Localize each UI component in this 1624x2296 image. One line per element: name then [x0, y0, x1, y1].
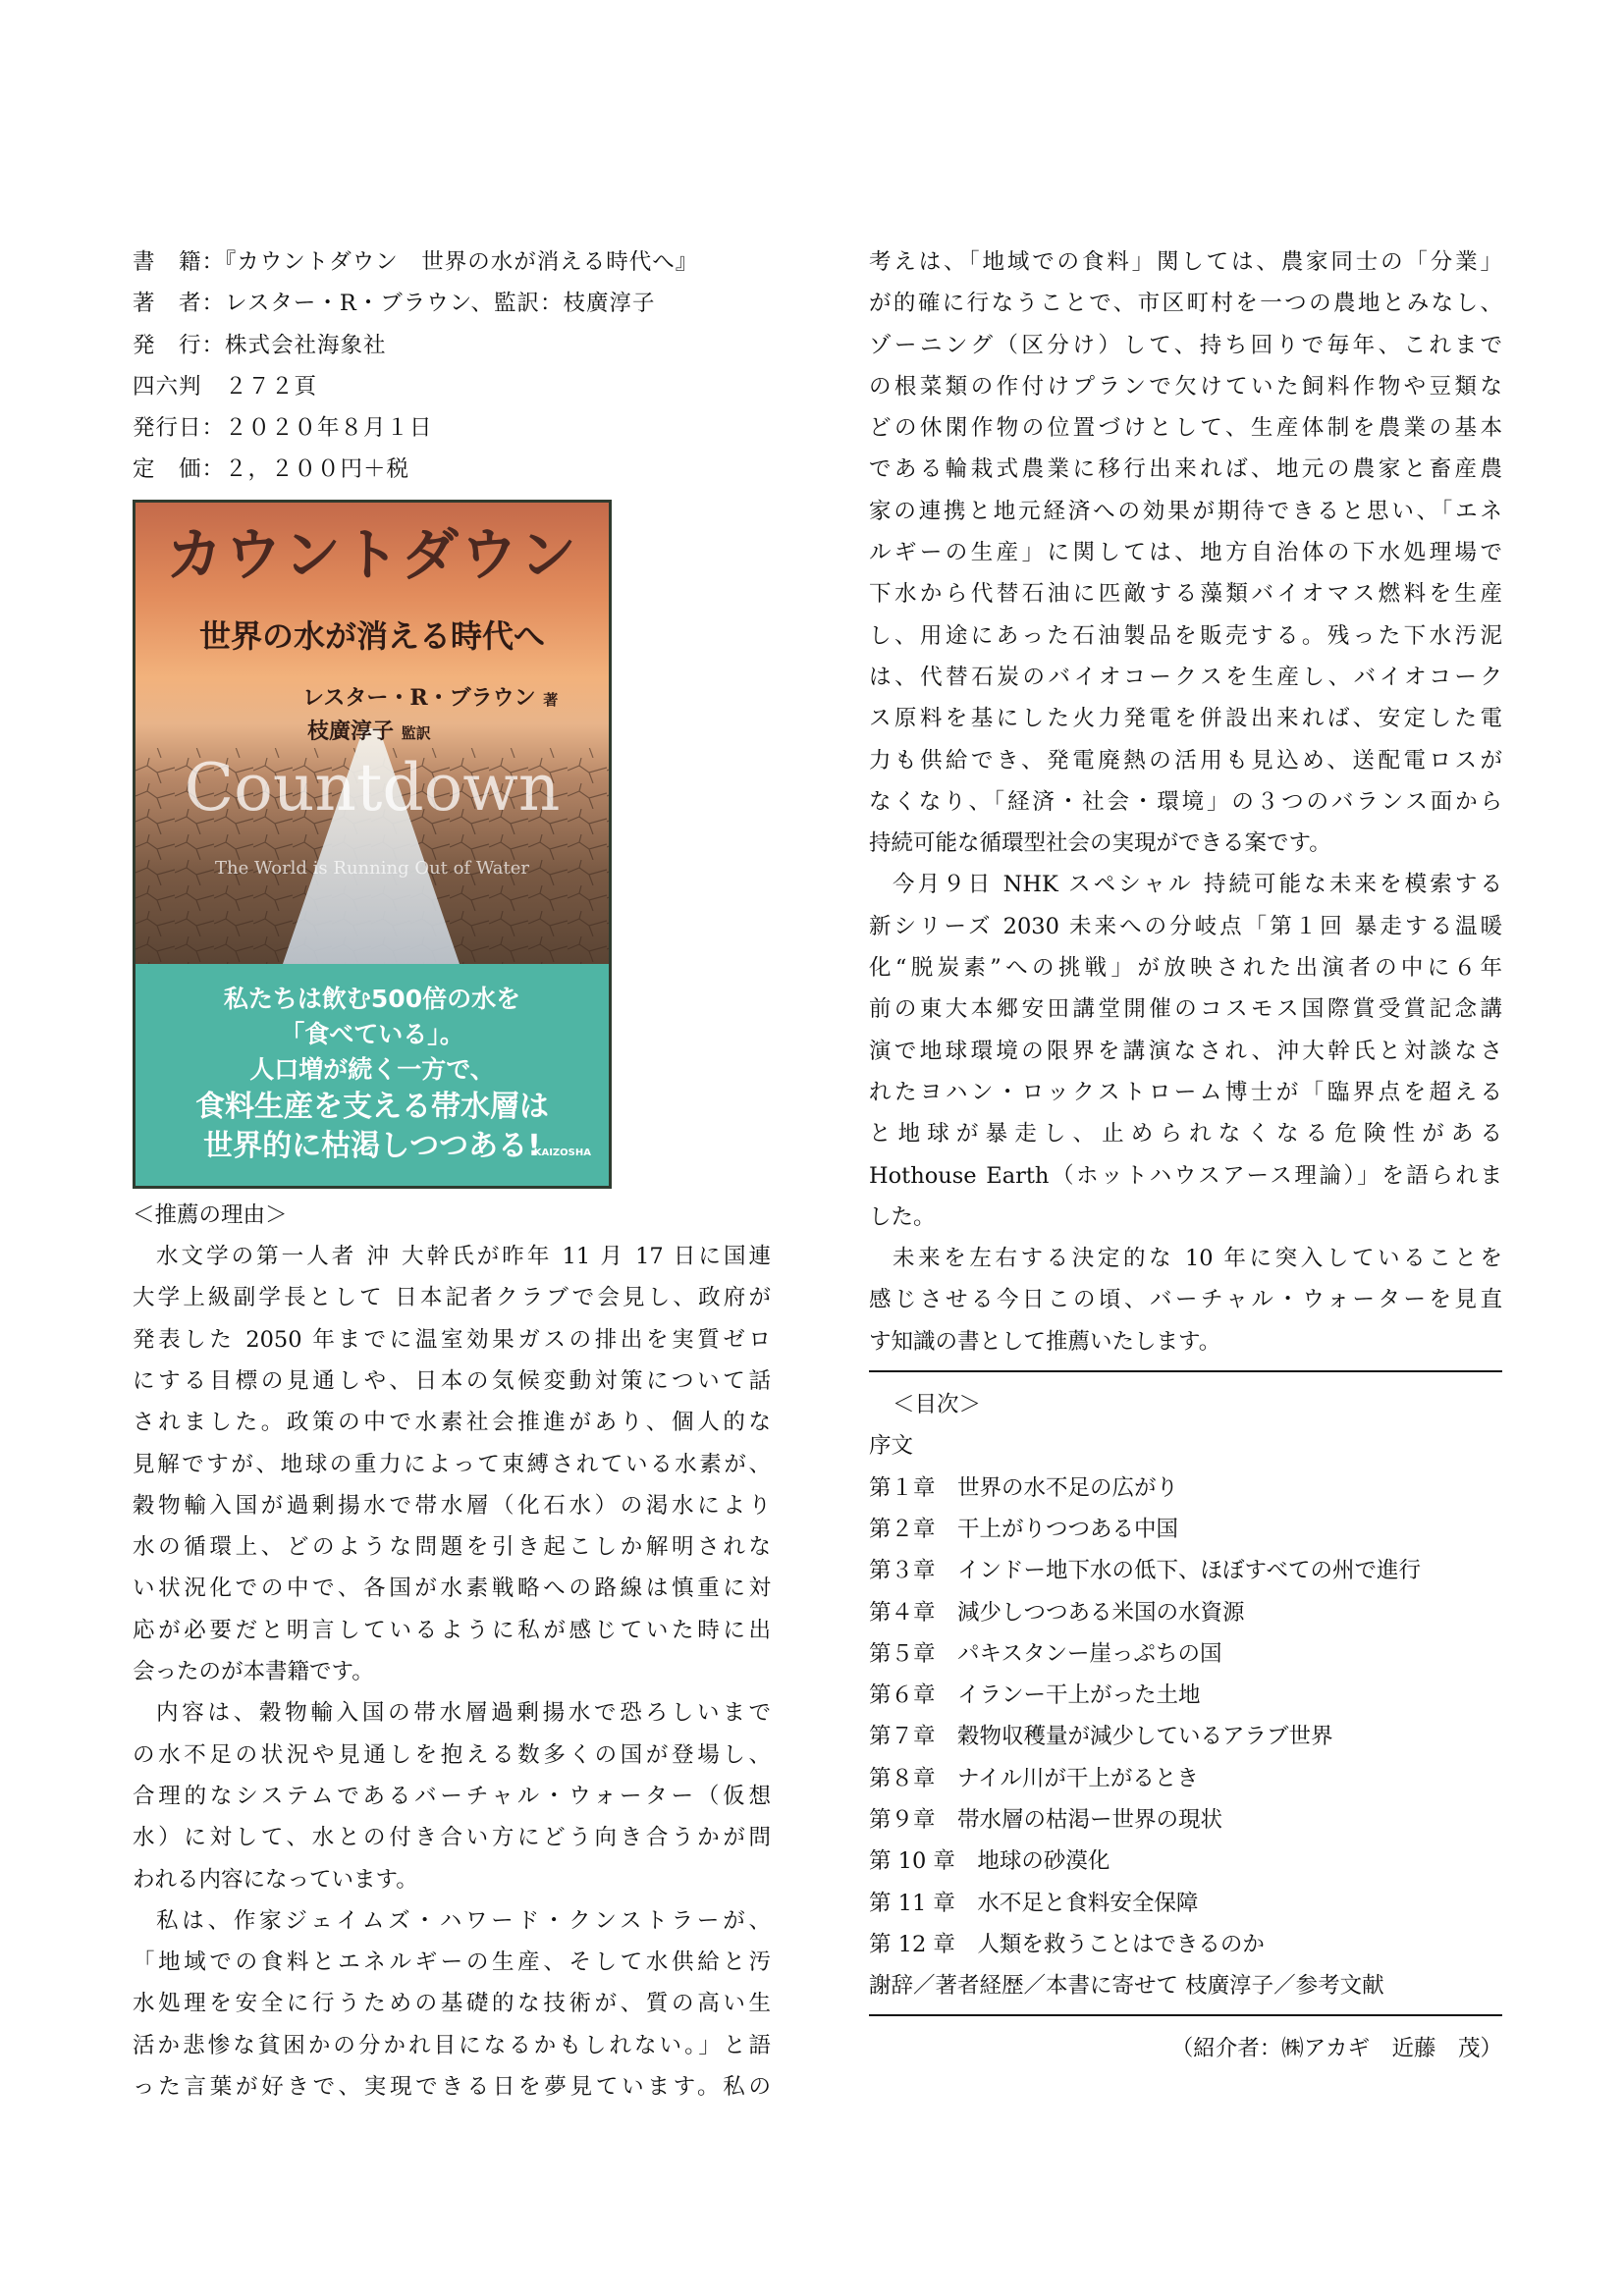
text-line: の根菜類の作付けプランで欠けていた飼料作物や豆類な — [869, 373, 1502, 400]
text-line: れたヨハン・ロックストローム博士が「臨界点を超える — [869, 1079, 1502, 1105]
text-line: が的確に行なうことで、市区町村を一つの農地とみなし、 — [869, 291, 1502, 317]
toc-heading: ＜目次＞ — [893, 1392, 982, 1418]
cover-author-suffix: 著 — [543, 690, 559, 709]
toc-item: 第６章 イランー干上がった土地 — [869, 1682, 1201, 1709]
text-line: 水）に対して、水との付き合い方にどう向き合うかが問 — [133, 1825, 771, 1851]
toc-item: 第８章 ナイル川が干上がるとき — [869, 1765, 1199, 1791]
text-line: である輪栽式農業に移行出来れば、地元の農家と畜産農 — [869, 456, 1502, 483]
text-line: 穀物輸入国が過剰揚水で帯水層（化石水）の渇水により — [133, 1492, 771, 1519]
text-line: った言葉が好きで、実現できる日を夢見ています。私の — [133, 2074, 771, 2101]
toc-item: 第３章 インドー地下水の低下、ほぼすべての州で進行 — [869, 1558, 1422, 1584]
book-format-line: 四六判 ２７２頁 — [133, 373, 318, 400]
text-line: 力も供給でき、発電廃熱の活用も見込め、送配電ロスが — [869, 747, 1502, 774]
reason-paragraph-3 — [133, 1900, 771, 2108]
divider — [869, 2014, 1502, 2016]
text-line: 家の連携と地元経済への効果が期待できると思い、「エネ — [869, 498, 1502, 524]
cover-translator-suffix: 監訳 — [401, 723, 431, 742]
cover-english-title: Countdown — [184, 749, 561, 826]
toc-item: 第５章 パキスタンー崖っぷちの国 — [869, 1640, 1222, 1667]
text-line: 会ったのが本書籍です。 — [133, 1659, 374, 1685]
cover-band-line: 食料生産を支える帯水層は — [195, 1089, 549, 1124]
right-column — [869, 241, 1502, 2070]
text-line: にする目標の見通しや、日本の気候変動対策について話 — [133, 1367, 771, 1394]
text-line: どの休閑作物の位置づけとして、生産体制を農業の基本 — [869, 415, 1502, 442]
text-line: 前の東大本郷安田講堂開催のコスモス国際賞受賞記念講 — [869, 996, 1502, 1023]
toc-item: 序文 — [869, 1433, 914, 1460]
text-line: われる内容になっています。 — [133, 1866, 418, 1893]
cover-title: カウントダウン — [165, 520, 578, 588]
text-line: 化“脱炭素”への挑戦」が放映された出演者の中に６年 — [869, 955, 1502, 982]
cover-band — [135, 964, 609, 1189]
text-line: した。 — [869, 1203, 936, 1230]
text-line: ゾーニング（区分け）して、持ち回りで毎年、これまで — [869, 332, 1502, 358]
text-line: ス原料を基にした火力発電を併設出来れば、安定した電 — [869, 706, 1502, 732]
body-paragraph-2 — [869, 864, 1502, 1238]
cover-band-line: 人口増が続く一方で、 — [249, 1054, 495, 1084]
toc-item: 第 10 章 地球の砂漠化 — [869, 1848, 1110, 1875]
text-line: 考えは、「地域での食料」関しては、農家同士の「分業」 — [869, 249, 1502, 275]
text-line: 演で地球環境の限界を講演なされ、沖大幹氏と対談なさ — [869, 1038, 1502, 1064]
text-line: 今月９日 NHK スペシャル 持続可能な未来を模索する — [893, 872, 1502, 898]
toc-item: 第２章 干上がりつつある中国 — [869, 1516, 1179, 1542]
text-line: 応が必要だと明言しているように私が感じていた時に出 — [133, 1617, 771, 1643]
text-line: 水の循環上、どのような問題を引き起こしか解明されな — [133, 1534, 771, 1561]
text-line: 水文学の第一人者 沖 大幹氏が昨年 11 月 17 日に国連 — [156, 1244, 771, 1270]
text-line: す知識の書として推薦いたします。 — [869, 1328, 1221, 1355]
text-line: 感じさせる今日この頃、バーチャル・ウォーターを見直 — [869, 1287, 1502, 1313]
text-line: 合理的なシステムであるバーチャル・ウォーター（仮想 — [133, 1783, 771, 1809]
reason-paragraph-1 — [133, 1236, 771, 1692]
toc-item: 謝辞／著者経歴／本書に寄せて 枝廣淳子／参考文献 — [869, 1973, 1384, 2000]
toc-item: 第４章 減少しつつある米国の水資源 — [869, 1599, 1245, 1626]
text-line: 下水から代替石油に匹敵する藻類バイオマス燃料を生産 — [869, 581, 1502, 608]
left-column — [133, 241, 771, 2108]
cover-subtitle: 世界の水が消える時代へ — [198, 616, 545, 655]
reason-paragraph-2 — [133, 1692, 771, 1899]
text-line: 水処理を安全に行うための基礎的な技術が、質の高い生 — [133, 1991, 771, 2017]
text-line: されました。政策の中で水素社会推進があり、個人的な — [133, 1410, 771, 1436]
text-line: 未来を左右する決定的な 10 年に突入していることを — [893, 1246, 1502, 1272]
cover-band-line: 「食べている」。 — [280, 1019, 464, 1048]
book-author-line: 著 者：レスター・R・ブラウン、監訳：枝廣淳子 — [133, 291, 656, 317]
book-date-line: 発行日：２０２０年８月１日 — [133, 415, 433, 442]
cover-translator-name: 枝廣淳子 — [307, 718, 395, 744]
publisher-logo: KAIZOSHA — [533, 1148, 591, 1159]
introducer-signature: （紹介者：㈱アカギ 近藤 茂） — [1170, 2036, 1502, 2062]
text-line: 発表した 2050 年までに温室効果ガスの排出を実質ゼロ — [133, 1326, 771, 1353]
text-line: 活か悲惨な貧困かの分かれ目になるかもしれない。」と語 — [133, 2032, 771, 2058]
text-line: なくなり、「経済・社会・環境」の３つのバランス面から — [869, 788, 1502, 815]
cover-band-line: 世界的に枯渇しつつある! — [203, 1128, 541, 1163]
book-publisher-line: 発 行：株式会社海象社 — [133, 332, 387, 358]
divider — [869, 1370, 1502, 1372]
cover-band-line: 私たちは飲む500倍の水を — [223, 984, 521, 1013]
body-paragraph-3 — [869, 1238, 1502, 1362]
reason-heading: ＜推薦の理由＞ — [133, 1201, 288, 1228]
body-paragraph-1 — [869, 241, 1502, 864]
toc-item: 第１章 世界の水不足の広がり — [869, 1474, 1179, 1501]
toc-item: 第 12 章 人類を救うことはできるのか — [869, 1931, 1265, 1957]
text-line: ルギーの生産」に関しては、地方自治体の下水処理場で — [869, 540, 1502, 566]
book-cover-image — [133, 500, 612, 1189]
text-line: は、代替石炭のバイオコークスを生産し、バイオコーク — [869, 664, 1502, 690]
text-line: 新シリーズ 2030 未来への分岐点「第１回 暴走する温暖 — [869, 913, 1502, 939]
toc-item: 第 11 章 水不足と食料安全保障 — [869, 1890, 1199, 1916]
toc-item: 第７章 穀物収穫量が減少しているアラブ世界 — [869, 1724, 1333, 1750]
toc-item: 第９章 帯水層の枯渇ー世界の現状 — [869, 1806, 1223, 1833]
text-line: の水不足の状況や見通しを抱える数多くの国が登場し、 — [133, 1741, 771, 1768]
cover-author-name: レスター・R・ブラウン — [302, 684, 536, 711]
text-line: Hothouse Earth（ホットハウスアース理論）」を語られま — [869, 1162, 1502, 1189]
text-line: と地球が暴走し、止められなくなる危険性がある — [869, 1121, 1502, 1148]
book-price-line: 定 価：２，２００円＋税 — [133, 456, 410, 483]
cover-translator — [307, 711, 431, 754]
text-line: 私は、作家ジェイムズ・ハワード・クンストラーが、 — [156, 1907, 771, 1934]
table-of-contents — [869, 1425, 1502, 2006]
book-title-line: 書 籍：『カウントダウン 世界の水が消える時代へ』 — [133, 249, 699, 275]
text-line: し、用途にあった石油製品を販売する。残った下水汚泥 — [869, 622, 1502, 649]
text-line: 「地域での食料とエネルギーの生産、そして水供給と汚 — [133, 1949, 771, 1976]
text-line: 持続可能な循環型社会の実現ができる案です。 — [869, 830, 1331, 857]
text-line: 大学上級副学長として 日本記者クラブで会見し、政府が — [133, 1285, 771, 1311]
text-line: 内容は、穀物輸入国の帯水層過剰揚水で恐ろしいまで — [156, 1700, 771, 1727]
text-line: い状況化での中で、各国が水素戦略への路線は慎重に対 — [133, 1575, 771, 1602]
cover-english-subtitle: The World is Running Out of Water — [214, 857, 530, 879]
book-metadata — [133, 241, 771, 491]
text-line: 見解ですが、地球の重力によって束縛されている水素が、 — [133, 1451, 771, 1477]
